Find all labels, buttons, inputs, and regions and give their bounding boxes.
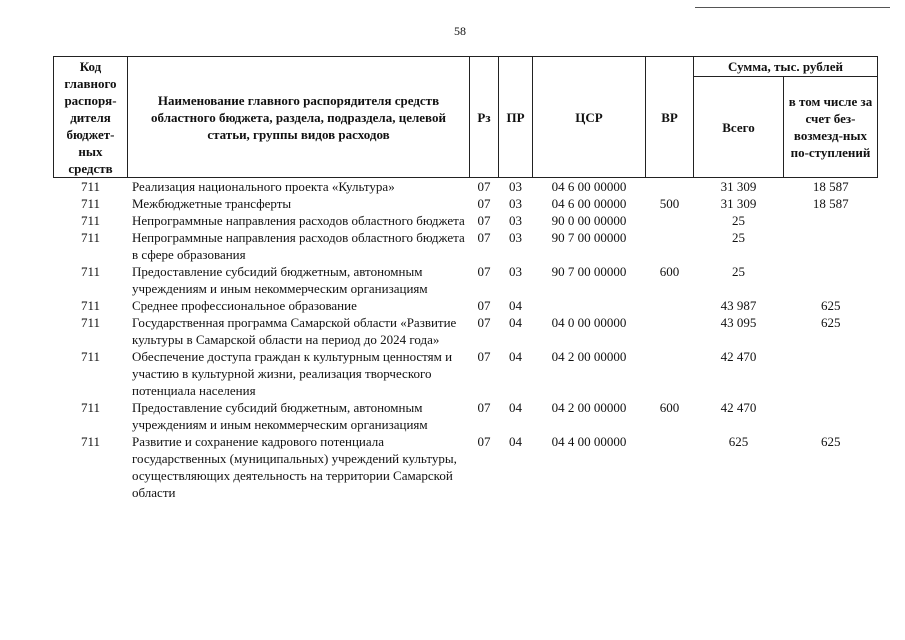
- row-total: 43 095: [720, 315, 757, 330]
- row-code: 711: [80, 179, 101, 194]
- row-name: Непрограммные направления расходов областного бюджета: [132, 213, 465, 228]
- row-rz: 07: [477, 264, 491, 279]
- row-csr: 04 2 00 00000: [551, 400, 627, 415]
- row-free: 18 587: [812, 179, 849, 194]
- row-code: 711: [80, 315, 101, 330]
- row-csr: 04 0 00 00000: [551, 315, 627, 330]
- row-vr: 600: [659, 400, 680, 415]
- table-row: [54, 297, 878, 314]
- row-total: 25: [732, 264, 745, 279]
- row-name: Межбюджетные трансферты: [132, 196, 292, 211]
- row-pr: 04: [509, 400, 522, 415]
- row-rz: 07: [477, 213, 491, 228]
- row-free: 625: [821, 434, 841, 449]
- row-pr: 04: [509, 298, 522, 313]
- table-row: [54, 229, 878, 263]
- row-name: Среднее профессиональное образование: [132, 298, 357, 313]
- row-rz: 07: [477, 349, 491, 364]
- row-pr: 04: [509, 315, 522, 330]
- row-csr: [533, 297, 646, 314]
- row-name: Государственная программа Самарской области «Развитие культуры в Самарской области на период до 2024 года»: [132, 315, 457, 347]
- row-total: 31 309: [720, 196, 757, 211]
- row-rz: 07: [477, 179, 491, 194]
- header-vr: ВР: [646, 57, 694, 178]
- row-code: 711: [80, 230, 101, 245]
- row-total: 25: [732, 213, 745, 228]
- row-name: Предоставление субсидий бюджетным, автономным учреждениям и иным некоммерческим организациям: [132, 264, 428, 296]
- row-vr: [646, 229, 694, 263]
- table-row: [54, 178, 878, 196]
- row-code: 711: [80, 400, 101, 415]
- row-code: 711: [80, 434, 101, 449]
- row-rz: 07: [477, 400, 491, 415]
- header-rz: Рз: [470, 57, 499, 178]
- row-total: 42 470: [720, 349, 757, 364]
- row-vr: [646, 348, 694, 399]
- row-free: [784, 212, 878, 229]
- row-total: 31 309: [720, 179, 757, 194]
- row-csr: 04 6 00 00000: [551, 196, 627, 211]
- table-row: [54, 212, 878, 229]
- row-vr: [646, 314, 694, 348]
- row-free: 625: [821, 298, 841, 313]
- header-free: в том числе за счет без-возмезд-ных по-ступлений: [784, 77, 878, 178]
- table-row: [54, 399, 878, 433]
- row-free: 18 587: [812, 196, 849, 211]
- row-csr: 90 0 00 00000: [551, 213, 627, 228]
- row-name: Обеспечение доступа граждан к культурным ценностям и участию в культурной жизни, реализация творческого потенциала населения: [132, 349, 453, 398]
- row-vr: [646, 433, 694, 501]
- row-rz: 07: [477, 230, 491, 245]
- row-pr: 03: [509, 230, 522, 245]
- row-csr: 90 7 00 00000: [551, 230, 627, 245]
- row-total: 43 987: [720, 298, 757, 313]
- row-rz: 07: [477, 315, 491, 330]
- top-rule: [695, 7, 890, 8]
- header-name: Наименование главного распорядителя средств областного бюджета, раздела, подраздела, целевой статьи, группы видов расходов: [128, 57, 470, 178]
- header-pr: ПР: [499, 57, 533, 178]
- row-code: 711: [80, 349, 101, 364]
- header-total: Всего: [694, 77, 784, 178]
- row-total: 625: [728, 434, 749, 449]
- row-code: 711: [80, 264, 101, 279]
- row-free: [784, 399, 878, 433]
- row-pr: 04: [509, 434, 522, 449]
- row-csr: 04 4 00 00000: [551, 434, 627, 449]
- table-row: [54, 433, 878, 501]
- row-name: Реализация национального проекта «Культура»: [132, 179, 395, 194]
- row-rz: 07: [477, 298, 491, 313]
- header-sum: Сумма, тыс. рублей: [694, 57, 878, 77]
- row-rz: 07: [477, 434, 491, 449]
- header-code: Код главного распоря-дителя бюджет-ных средств: [54, 57, 128, 178]
- row-name: Непрограммные направления расходов областного бюджета в сфере образования: [132, 230, 465, 262]
- row-csr: 04 6 00 00000: [551, 179, 627, 194]
- row-code: 711: [80, 298, 101, 313]
- table-row: [54, 195, 878, 212]
- row-csr: 90 7 00 00000: [551, 264, 627, 279]
- budget-table: [53, 56, 878, 501]
- row-code: 711: [80, 196, 101, 211]
- row-free: [784, 263, 878, 297]
- row-free: [784, 229, 878, 263]
- table-row: [54, 263, 878, 297]
- row-vr: [646, 297, 694, 314]
- row-pr: 03: [509, 213, 522, 228]
- row-vr: 600: [659, 264, 680, 279]
- row-code: 711: [80, 213, 101, 228]
- row-free: [784, 348, 878, 399]
- row-vr: [646, 178, 694, 196]
- row-total: 25: [732, 230, 745, 245]
- table-body: [54, 178, 878, 502]
- row-vr: [646, 212, 694, 229]
- page-number: 58: [454, 24, 466, 38]
- header-csr: ЦСР: [533, 57, 646, 178]
- row-pr: 04: [509, 349, 522, 364]
- table-row: [54, 348, 878, 399]
- row-total: 42 470: [720, 400, 757, 415]
- row-rz: 07: [477, 196, 491, 211]
- row-pr: 03: [509, 179, 522, 194]
- row-vr: 500: [659, 196, 680, 211]
- table-row: [54, 314, 878, 348]
- row-pr: 03: [509, 264, 522, 279]
- row-name: Развитие и сохранение кадрового потенциала государственных (муниципальных) учреждений культуры, осуществляющих деятельность на территории Самарской области: [132, 434, 457, 500]
- row-csr: 04 2 00 00000: [551, 349, 627, 364]
- row-free: 625: [821, 315, 841, 330]
- row-pr: 03: [509, 196, 522, 211]
- row-name: Предоставление субсидий бюджетным, автономным учреждениям и иным некоммерческим организациям: [132, 400, 428, 432]
